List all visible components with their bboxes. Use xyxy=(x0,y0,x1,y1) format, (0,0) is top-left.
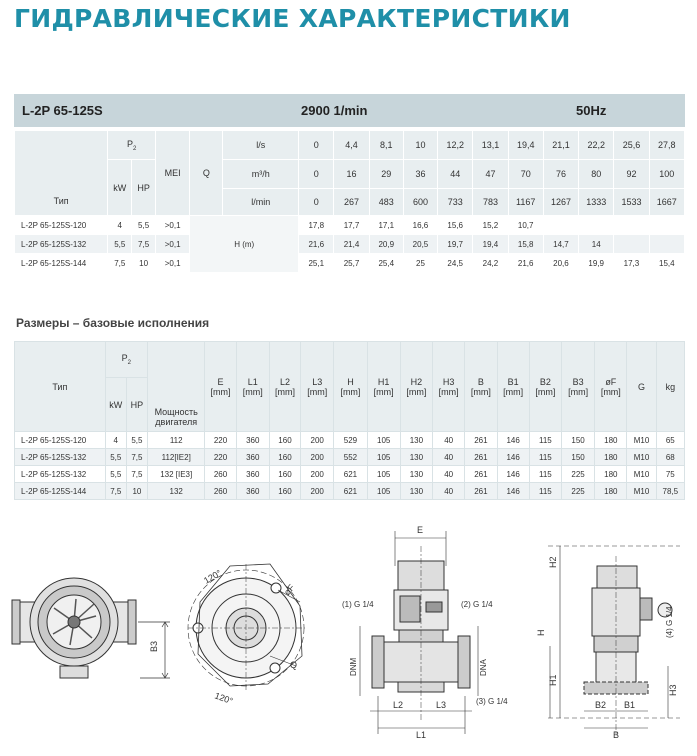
dim-value-cell: 130 xyxy=(400,466,432,483)
head-value-cell xyxy=(543,216,578,235)
label-b2: B2 xyxy=(595,700,607,710)
flow-m3h-value: 29 xyxy=(369,160,403,189)
flow-ls-value: 8,1 xyxy=(369,131,403,160)
kw-cell: 4 xyxy=(108,216,132,235)
head-value-cell: 25,4 xyxy=(369,254,403,273)
flow-ls-value: 13,1 xyxy=(473,131,508,160)
table-row xyxy=(15,235,685,254)
dim-value-cell: 225 xyxy=(561,483,594,500)
flow-ls-value: 22,2 xyxy=(579,131,614,160)
dim-value-cell: 160 xyxy=(269,449,300,466)
table-row xyxy=(15,466,685,483)
motor-cell: 132 [IE3] xyxy=(148,466,205,483)
head-value-cell: 17,1 xyxy=(369,216,403,235)
model-cell: L-2P 65-125S-120 xyxy=(15,432,106,449)
dim-col-header: B2 [mm] xyxy=(529,342,561,432)
flow-lmin-value: 1267 xyxy=(543,189,578,216)
dim-col-header: L3 [mm] xyxy=(301,342,334,432)
flow-m3h-value: 100 xyxy=(649,160,684,189)
label-h2: H2 xyxy=(548,556,558,568)
head-value-cell: 25,7 xyxy=(334,254,369,273)
dim-col-header: L1 [mm] xyxy=(236,342,269,432)
dim-value-cell: 150 xyxy=(561,432,594,449)
label-h3: H3 xyxy=(668,684,678,696)
head-value-cell: 24,5 xyxy=(438,254,473,273)
dim-value-cell: 105 xyxy=(367,466,400,483)
kw-cell: 7,5 xyxy=(108,254,132,273)
dim-value-cell: 261 xyxy=(465,483,497,500)
dim-value-cell: 115 xyxy=(529,432,561,449)
dim-value-cell: 115 xyxy=(529,449,561,466)
flow-m3h-value: 16 xyxy=(334,160,369,189)
label-g2: (2) G 1/4 xyxy=(461,600,493,609)
dim-value-cell: M10 xyxy=(627,449,656,466)
hp-header: HP xyxy=(132,160,156,216)
model-cell: L-2P 65-125S-132 xyxy=(15,235,108,254)
dim-value-cell: 220 xyxy=(205,432,236,449)
dim-value-cell: 105 xyxy=(367,432,400,449)
drawing-front-view xyxy=(360,531,478,734)
flow-m3h-value: 44 xyxy=(438,160,473,189)
head-value-cell: 21,4 xyxy=(334,235,369,254)
label-b: B xyxy=(613,730,620,740)
dim-value-cell: 621 xyxy=(334,483,367,500)
head-value-cell: 20,5 xyxy=(403,235,437,254)
model-cell: L-2P 65-125S-132 xyxy=(15,449,106,466)
dim-value-cell: 40 xyxy=(433,466,465,483)
dim-col-header: B [mm] xyxy=(465,342,497,432)
model-cell: L-2P 65-125S-132 xyxy=(15,466,106,483)
dim-value-cell: 261 xyxy=(465,466,497,483)
flow-lmin-value: 0 xyxy=(299,189,334,216)
label-g4: (4) G 1/4 xyxy=(665,606,674,638)
head-value-cell: 17,3 xyxy=(614,254,649,273)
dim-col-header: øF [mm] xyxy=(595,342,627,432)
technical-drawings xyxy=(0,506,697,756)
dim-value-cell: 529 xyxy=(334,432,367,449)
motor-cell: 132 xyxy=(148,483,205,500)
flow-ls-value: 0 xyxy=(299,131,334,160)
model-name: L-2P 65-125S xyxy=(22,103,103,118)
label-b1: B1 xyxy=(624,700,636,710)
head-value-cell: 17,8 xyxy=(299,216,334,235)
dim-value-cell: M10 xyxy=(627,483,656,500)
flow-lmin-value: 1533 xyxy=(614,189,649,216)
hp-cell: 7,5 xyxy=(126,466,147,483)
dim-value-cell: 65 xyxy=(656,432,684,449)
dim-value-cell: 105 xyxy=(367,483,400,500)
kw-cell: 4 xyxy=(105,432,126,449)
p2-header: $P_2$ xyxy=(108,131,156,160)
flow-m3h-value: 70 xyxy=(508,160,543,189)
dimensions-table xyxy=(14,341,685,500)
dim-value-cell: 115 xyxy=(529,483,561,500)
label-g1: (1) G 1/4 xyxy=(342,600,374,609)
mei-cell: >0,1 xyxy=(156,254,190,273)
frequency-label: 50Hz xyxy=(576,103,607,118)
head-value-cell xyxy=(579,216,614,235)
model-bar xyxy=(14,94,685,127)
dim-value-cell: 160 xyxy=(269,483,300,500)
unit-lmin: l/min xyxy=(223,189,299,216)
hp-cell: 5,5 xyxy=(126,432,147,449)
dim-value-cell: 40 xyxy=(433,432,465,449)
motor-header: Мощность двигателя xyxy=(148,342,205,432)
dim-value-cell: 146 xyxy=(497,483,529,500)
dims-p2-header: $P_2$ xyxy=(105,342,147,378)
dim-value-cell: M10 xyxy=(627,432,656,449)
head-value-cell: 19,9 xyxy=(579,254,614,273)
dim-col-header: H1 [mm] xyxy=(367,342,400,432)
flow-m3h-value: 92 xyxy=(614,160,649,189)
label-angle-1: 120° xyxy=(202,567,224,586)
dim-value-cell: 68 xyxy=(656,449,684,466)
dim-value-cell: 200 xyxy=(301,483,334,500)
head-value-cell: 19,7 xyxy=(438,235,473,254)
kw-cell: 7,5 xyxy=(105,483,126,500)
dim-col-header: H [mm] xyxy=(334,342,367,432)
kw-cell: 5,5 xyxy=(105,449,126,466)
label-dnm: DNM xyxy=(349,657,358,676)
head-value-cell: 17,7 xyxy=(334,216,369,235)
label-l1: L1 xyxy=(416,730,427,740)
dimensions-title: Размеры – базовые исполнения xyxy=(16,316,210,330)
dim-value-cell: 130 xyxy=(400,432,432,449)
drawing-top-view xyxy=(12,578,170,678)
label-l2: L2 xyxy=(393,700,404,710)
dim-value-cell: 180 xyxy=(595,449,627,466)
hp-cell: 7,5 xyxy=(132,235,156,254)
flow-lmin-value: 483 xyxy=(369,189,403,216)
label-dna: DNA xyxy=(479,659,488,676)
dim-value-cell: 150 xyxy=(561,449,594,466)
head-value-cell: 14,7 xyxy=(543,235,578,254)
dim-col-header: G xyxy=(627,342,656,432)
mei-header: MEI xyxy=(156,131,190,216)
performance-table xyxy=(14,130,685,273)
head-value-cell xyxy=(649,235,684,254)
dim-col-header: H2 [mm] xyxy=(400,342,432,432)
kw-header: kW xyxy=(108,160,132,216)
dim-value-cell: M10 xyxy=(627,466,656,483)
dim-value-cell: 360 xyxy=(236,483,269,500)
drawing-side-view xyxy=(548,546,680,736)
kw-cell: 5,5 xyxy=(105,466,126,483)
dim-value-cell: 260 xyxy=(205,483,236,500)
unit-m3h: m³/h xyxy=(223,160,299,189)
dim-value-cell: 115 xyxy=(529,466,561,483)
col-type-header: Тип xyxy=(15,131,108,216)
label-e: E xyxy=(417,525,424,535)
table-row xyxy=(15,432,685,449)
head-value-cell: 15,2 xyxy=(473,216,508,235)
hp-cell: 10 xyxy=(132,254,156,273)
flow-lmin-value: 1667 xyxy=(649,189,684,216)
flow-ls-value: 19,4 xyxy=(508,131,543,160)
head-value-cell: 21,6 xyxy=(508,254,543,273)
dim-value-cell: 130 xyxy=(400,483,432,500)
label-h1: H1 xyxy=(548,674,558,686)
head-value-cell: 25,1 xyxy=(299,254,334,273)
flow-m3h-value: 80 xyxy=(579,160,614,189)
dim-col-header: B1 [mm] xyxy=(497,342,529,432)
dim-col-header: E [mm] xyxy=(205,342,236,432)
hp-cell: 10 xyxy=(126,483,147,500)
dims-hp-header: HP xyxy=(126,378,147,432)
q-header: Q xyxy=(190,131,223,216)
dim-value-cell: 180 xyxy=(595,483,627,500)
dims-type-header: Тип xyxy=(15,342,106,432)
head-value-cell: 20,6 xyxy=(543,254,578,273)
dim-value-cell: 260 xyxy=(205,466,236,483)
head-value-cell: 15,8 xyxy=(508,235,543,254)
dim-value-cell: 360 xyxy=(236,449,269,466)
flow-lmin-value: 267 xyxy=(334,189,369,216)
unit-ls: l/s xyxy=(223,131,299,160)
motor-cell: 112[IE2] xyxy=(148,449,205,466)
flow-ls-value: 27,8 xyxy=(649,131,684,160)
table-row xyxy=(15,483,685,500)
head-value-cell: 21,6 xyxy=(299,235,334,254)
model-cell: L-2P 65-125S-144 xyxy=(15,254,108,273)
dim-value-cell: 220 xyxy=(205,449,236,466)
dim-value-cell: 75 xyxy=(656,466,684,483)
table-row xyxy=(15,449,685,466)
flow-m3h-value: 0 xyxy=(299,160,334,189)
table-row xyxy=(15,216,685,235)
flow-lmin-value: 733 xyxy=(438,189,473,216)
dim-col-header: kg xyxy=(656,342,684,432)
dim-value-cell: 160 xyxy=(269,466,300,483)
mei-cell: >0,1 xyxy=(156,216,190,235)
head-value-cell: 25 xyxy=(403,254,437,273)
head-value-cell: 14 xyxy=(579,235,614,254)
model-cell: L-2P 65-125S-144 xyxy=(15,483,106,500)
hp-cell: 7,5 xyxy=(126,449,147,466)
mei-cell: >0,1 xyxy=(156,235,190,254)
head-value-cell: 15,4 xyxy=(649,254,684,273)
label-b3: B3 xyxy=(149,640,159,652)
dim-col-header: B3 [mm] xyxy=(561,342,594,432)
dim-value-cell: 261 xyxy=(465,432,497,449)
dim-value-cell: 146 xyxy=(497,432,529,449)
dim-value-cell: 200 xyxy=(301,449,334,466)
label-of: øF xyxy=(281,582,297,598)
label-q: Q xyxy=(290,660,298,670)
flow-m3h-value: 76 xyxy=(543,160,578,189)
head-label-cell: H (m) xyxy=(190,216,299,273)
dim-value-cell: 180 xyxy=(595,466,627,483)
head-value-cell: 24,2 xyxy=(473,254,508,273)
head-value-cell: 15,6 xyxy=(438,216,473,235)
page-title: ГИДРАВЛИЧЕСКИЕ ХАРАКТЕРИСТИКИ xyxy=(14,4,571,33)
dim-value-cell: 200 xyxy=(301,466,334,483)
dim-value-cell: 360 xyxy=(236,466,269,483)
head-value-cell xyxy=(649,216,684,235)
label-l3: L3 xyxy=(436,700,447,710)
flow-lmin-value: 783 xyxy=(473,189,508,216)
flow-m3h-value: 36 xyxy=(403,160,437,189)
hp-cell: 5,5 xyxy=(132,216,156,235)
dim-col-header: H3 [mm] xyxy=(433,342,465,432)
dim-value-cell: 105 xyxy=(367,449,400,466)
dim-value-cell: 130 xyxy=(400,449,432,466)
dims-kw-header: kW xyxy=(105,378,126,432)
head-value-cell: 20,9 xyxy=(369,235,403,254)
speed-label: 2900 1/min xyxy=(301,103,368,118)
flow-ls-value: 4,4 xyxy=(334,131,369,160)
dim-value-cell: 146 xyxy=(497,449,529,466)
head-value-cell: 19,4 xyxy=(473,235,508,254)
flow-ls-value: 10 xyxy=(403,131,437,160)
head-value-cell: 10,7 xyxy=(508,216,543,235)
head-value-cell xyxy=(614,235,649,254)
flow-ls-value: 12,2 xyxy=(438,131,473,160)
dim-value-cell: 146 xyxy=(497,466,529,483)
dim-value-cell: 40 xyxy=(433,483,465,500)
label-angle-2: 120° xyxy=(213,690,235,707)
flow-ls-value: 21,1 xyxy=(543,131,578,160)
dim-value-cell: 40 xyxy=(433,449,465,466)
motor-cell: 112 xyxy=(148,432,205,449)
flow-ls-value: 25,6 xyxy=(614,131,649,160)
head-value-cell xyxy=(614,216,649,235)
dim-value-cell: 552 xyxy=(334,449,367,466)
dim-value-cell: 180 xyxy=(595,432,627,449)
table-row xyxy=(15,254,685,273)
dim-col-header: L2 [mm] xyxy=(269,342,300,432)
label-g3: (3) G 1/4 xyxy=(476,697,508,706)
flow-lmin-value: 1167 xyxy=(508,189,543,216)
dim-value-cell: 225 xyxy=(561,466,594,483)
dim-value-cell: 261 xyxy=(465,449,497,466)
flow-lmin-value: 1333 xyxy=(579,189,614,216)
dim-value-cell: 78,5 xyxy=(656,483,684,500)
flow-m3h-value: 47 xyxy=(473,160,508,189)
model-cell: L-2P 65-125S-120 xyxy=(15,216,108,235)
label-h: H xyxy=(536,629,546,636)
flow-lmin-value: 600 xyxy=(403,189,437,216)
dim-value-cell: 360 xyxy=(236,432,269,449)
dim-value-cell: 160 xyxy=(269,432,300,449)
head-value-cell: 16,6 xyxy=(403,216,437,235)
kw-cell: 5,5 xyxy=(108,235,132,254)
dim-value-cell: 200 xyxy=(301,432,334,449)
dim-value-cell: 621 xyxy=(334,466,367,483)
